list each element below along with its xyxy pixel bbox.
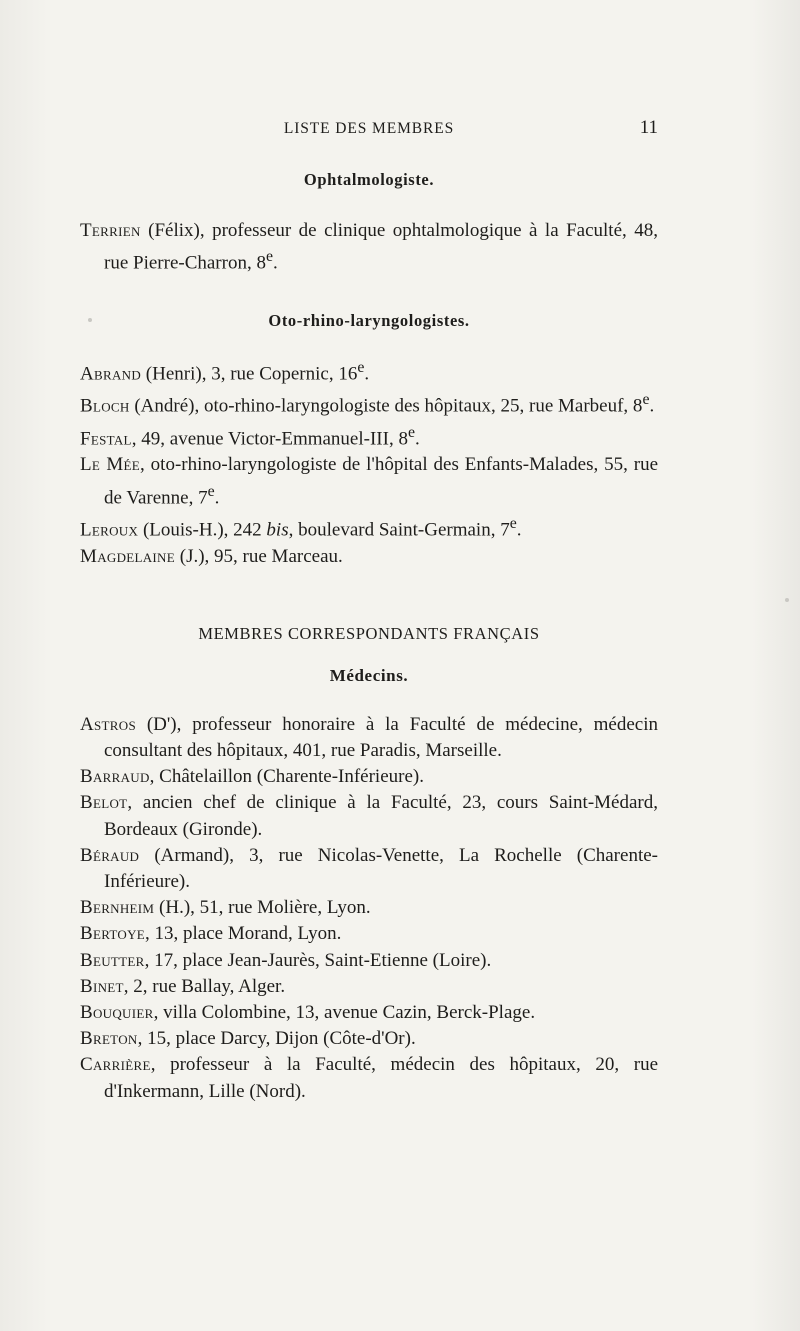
section-heading-ophtalmologiste: Ophtalmologiste. <box>303 170 435 189</box>
page-content <box>80 170 658 1105</box>
member-details: , 13, place Morand, Lyon. <box>145 923 342 945</box>
group-heading-correspondants: MEMBRES CORRESPONDANTS FRANÇAIS <box>198 623 540 643</box>
member-name: Beutter <box>80 949 145 971</box>
superscript: e <box>642 391 650 409</box>
member-entry <box>80 218 658 277</box>
member-name: Carrière <box>80 1054 151 1076</box>
member-entry <box>80 974 658 1000</box>
member-details: , boulevard Saint-Germain, 7 <box>288 519 510 541</box>
member-entry <box>80 355 658 388</box>
paper-speck <box>88 318 92 322</box>
member-details: , villa Colombine, 13, avenue Cazin, Berck-Plage. <box>153 1002 536 1024</box>
member-name: Breton <box>80 1028 138 1050</box>
member-details-prefix: (Louis-H.), 242 <box>138 519 267 541</box>
member-details: (André), oto-rhino-laryngologiste des hôpitaux, 25, rue Marbeuf, 8 <box>129 395 643 417</box>
member-entry <box>80 544 658 570</box>
member-entry <box>80 420 658 453</box>
member-details: , oto-rhino-laryngologiste de l'hôpital des Enfants-Malades, 55, rue de Varenne, 7 <box>104 454 659 508</box>
running-title: LISTE DES MEMBRES <box>283 120 455 137</box>
entry-end: . <box>516 519 522 541</box>
member-entry <box>80 764 658 790</box>
member-name: Barraud <box>80 766 150 788</box>
member-entry <box>80 387 658 420</box>
member-name: Abrand <box>80 363 142 385</box>
member-entry <box>80 948 658 974</box>
member-entry <box>80 1052 658 1104</box>
entry-end: . <box>414 428 420 450</box>
member-entry <box>80 1026 658 1052</box>
paper-speck <box>785 598 789 602</box>
superscript: e <box>407 423 415 441</box>
member-name: Festal <box>80 428 132 450</box>
member-name: Leroux <box>80 519 139 541</box>
member-entry <box>80 712 658 764</box>
member-details: , 2, rue Ballay, Alger. <box>123 975 286 997</box>
superscript: e <box>265 248 273 266</box>
member-details: (J.), 95, rue Marceau. <box>175 545 343 567</box>
member-name: Binet <box>80 975 124 997</box>
member-name: Belot <box>80 792 128 814</box>
running-header <box>80 117 658 141</box>
member-name: Bouquier <box>80 1002 154 1024</box>
member-name: Magdelaine <box>80 545 175 567</box>
entry-end: . <box>649 395 655 417</box>
superscript: e <box>509 515 517 533</box>
member-details: (H.), 51, rue Molière, Lyon. <box>154 897 371 919</box>
member-name: Béraud <box>80 844 140 866</box>
superscript: e <box>357 358 365 376</box>
member-name: Bernheim <box>80 897 155 919</box>
superscript: e <box>207 482 215 500</box>
member-details: , 17, place Jean-Jaurès, Saint-Etienne (Loire). <box>144 949 492 971</box>
member-details: , 49, avenue Victor-Emmanuel-III, 8 <box>131 428 408 450</box>
member-details: (D'), professeur honoraire à la Faculté de médecine, médecin consultant des hôpitaux, 401, rue Paradis, Marseille. <box>104 713 658 761</box>
member-name: Terrien <box>80 220 141 241</box>
member-name: Bloch <box>80 395 130 417</box>
member-details: , professeur à la Faculté, médecin des hôpitaux, 20, rue d'Inkermann, Lille (Nord). <box>104 1054 658 1102</box>
member-entry <box>80 511 658 544</box>
member-details: , ancien chef de clinique à la Faculté, 23, cours Saint-Médard, Bordeaux (Gironde). <box>104 792 658 840</box>
member-entry <box>80 790 658 842</box>
member-entry <box>80 1000 658 1026</box>
entry-end: . <box>273 252 278 274</box>
member-name: Bertoye <box>80 923 146 945</box>
member-details: (Henri), 3, rue Copernic, 16 <box>141 363 358 385</box>
member-entry <box>80 452 658 511</box>
member-entry <box>80 843 658 895</box>
italic-bis: bis <box>266 519 289 541</box>
member-name: Le Mée <box>80 454 141 476</box>
member-details: (Armand), 3, rue Nicolas-Venette, La Rochelle (Charente-Inférieure). <box>104 844 658 893</box>
section-heading-oto: Oto-rhino-laryngologistes. <box>268 310 470 330</box>
entry-end: . <box>214 486 220 508</box>
member-name: Astros <box>80 713 136 735</box>
section-heading-medecins: Médecins. <box>329 665 409 685</box>
entry-end: . <box>364 363 370 385</box>
page-number: 11 <box>639 117 658 138</box>
member-details: , Châtelaillon (Charente-Inférieure). <box>149 766 424 788</box>
member-details: , 15, place Darcy, Dijon (Côte-d'Or). <box>137 1028 416 1050</box>
member-details: (Félix), professeur de clinique ophtalmologique à la Faculté, 48, rue Pierre-Charron, 8 <box>104 220 658 274</box>
member-entry <box>80 895 658 921</box>
member-entry <box>80 921 658 947</box>
